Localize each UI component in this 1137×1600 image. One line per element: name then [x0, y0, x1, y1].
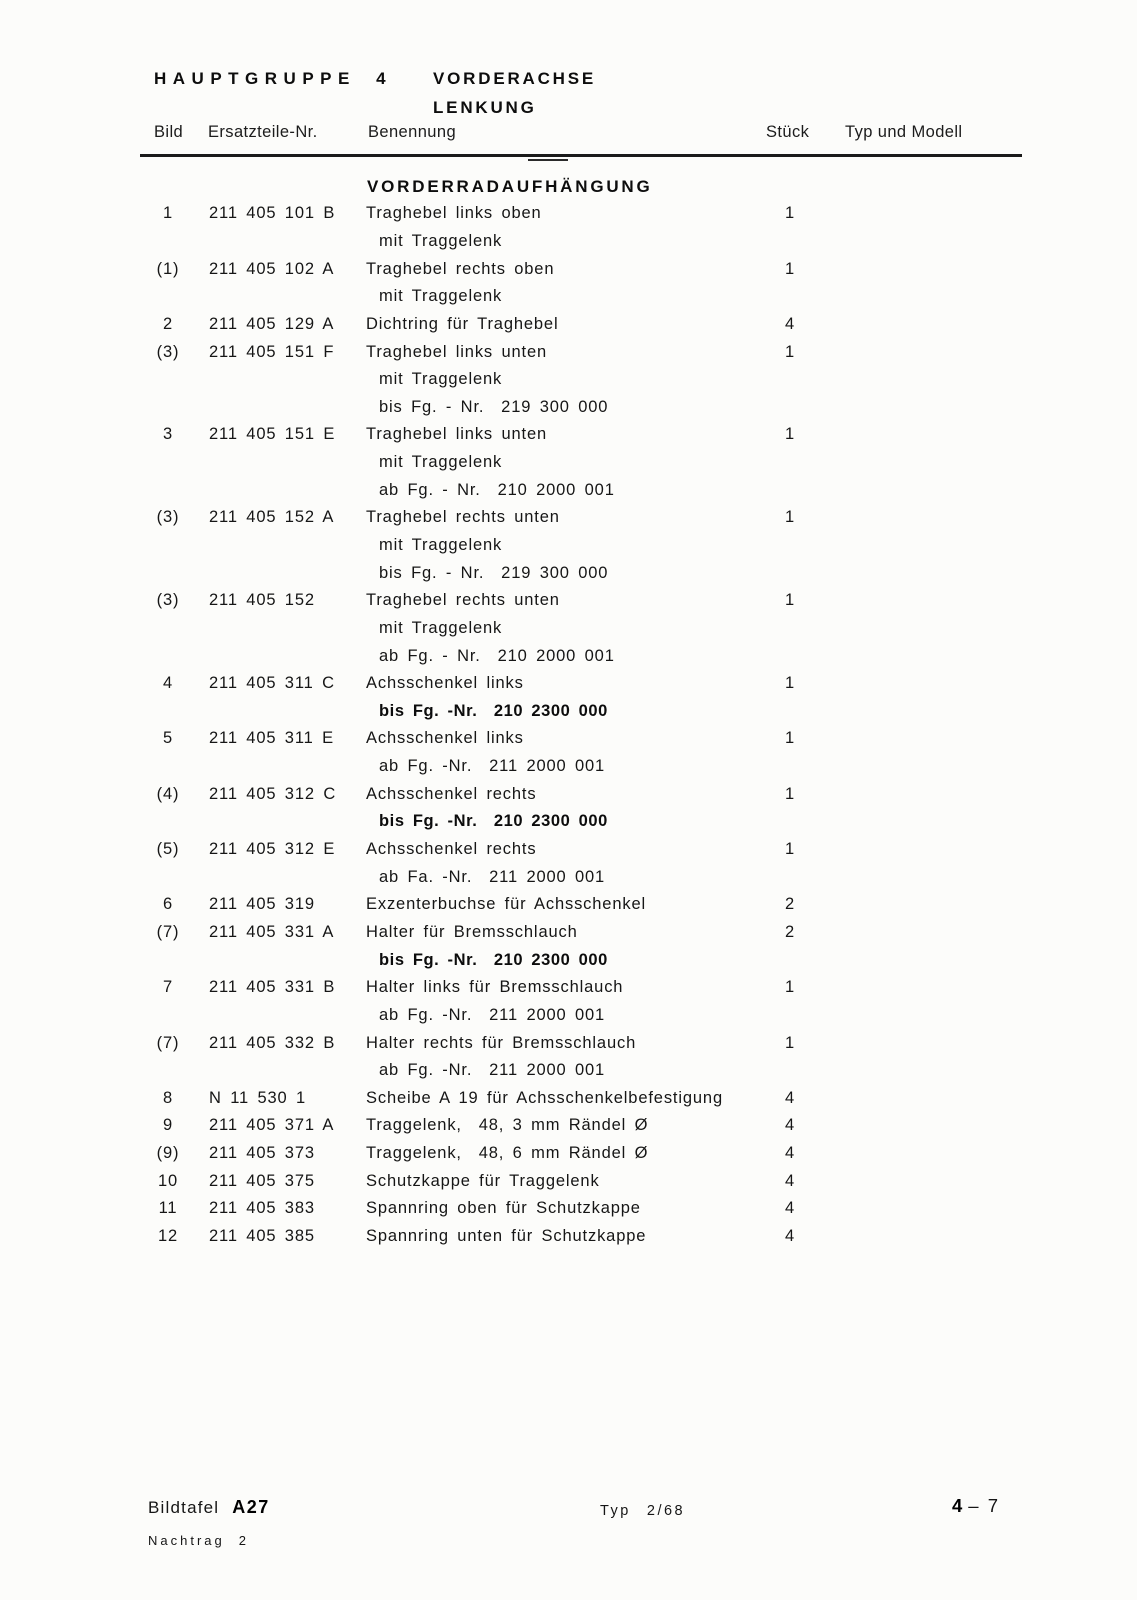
table-row — [140, 1112, 1030, 1140]
column-header-stueck: Stück — [766, 123, 810, 141]
header-rule — [140, 154, 1022, 157]
bild-cell: (4) — [156, 784, 180, 803]
benennung-cell: mit Traggelenk — [379, 618, 503, 637]
benennung-cell: Traghebel rechts unten — [366, 508, 560, 527]
benennung-cell: ab Fg. - Nr. 210 2000 001 — [379, 480, 615, 499]
benennung-cell: ab Fa. -Nr. 211 2000 001 — [379, 867, 606, 886]
benennung-cell: Traghebel links unten — [366, 342, 548, 361]
benennung-cell: ab Fg. -Nr. 211 2000 001 — [379, 1061, 606, 1080]
benennung-cell: mit Traggelenk — [379, 453, 503, 472]
part-number-cell: 211 405 102 A — [209, 259, 335, 278]
footer-typ — [600, 1503, 685, 1519]
table-row-continuation — [140, 393, 1030, 421]
part-number-cell: 211 405 312 E — [209, 840, 336, 859]
benennung-cell: Achsschenkel links — [366, 674, 524, 693]
bild-cell: 9 — [162, 1116, 174, 1135]
nachtrag-value: 2 — [238, 1533, 249, 1548]
benennung-cell: Halter für Bremsschlauch — [366, 922, 578, 941]
stueck-cell: 1 — [784, 591, 796, 610]
stueck-cell: 1 — [784, 1033, 796, 1052]
bild-cell: 10 — [157, 1171, 179, 1190]
table-row — [140, 338, 1030, 366]
table-row-continuation — [140, 642, 1030, 670]
stueck-cell: 1 — [784, 204, 796, 223]
part-number-cell: 211 405 375 — [209, 1171, 315, 1190]
table-row — [140, 974, 1030, 1002]
typ-label: Typ — [600, 1503, 631, 1519]
benennung-cell: Achsschenkel links — [366, 729, 524, 748]
page-title-line1: VORDERACHSE — [433, 69, 597, 88]
stueck-cell: 1 — [784, 508, 796, 527]
bild-cell: (3) — [156, 591, 180, 610]
benennung-cell: ab Fg. - Nr. 210 2000 001 — [379, 646, 615, 665]
bild-cell: 5 — [162, 729, 174, 748]
benennung-cell: mit Traggelenk — [379, 287, 503, 306]
table-row-continuation — [140, 1002, 1030, 1030]
bild-cell: 4 — [162, 674, 174, 693]
stueck-cell: 4 — [784, 1227, 796, 1246]
benennung-cell: Halter links für Bremsschlauch — [366, 978, 624, 997]
stueck-cell: 4 — [784, 1199, 796, 1218]
table-row-continuation — [140, 532, 1030, 560]
page-number-chapter: 4 — [952, 1495, 965, 1516]
table-row — [140, 1223, 1030, 1251]
part-number-cell: 211 405 311 E — [209, 729, 334, 748]
table-row — [140, 1029, 1030, 1057]
benennung-cell: Achsschenkel rechts — [366, 784, 537, 803]
bild-cell: (9) — [156, 1144, 180, 1163]
bild-cell: (3) — [156, 508, 180, 527]
stueck-cell: 4 — [784, 1088, 796, 1107]
stueck-cell: 4 — [784, 1116, 796, 1135]
benennung-cell: Traggelenk, 48, 3 mm Rändel Ø — [366, 1116, 649, 1135]
benennung-cell: mit Traggelenk — [379, 370, 503, 389]
table-row — [140, 311, 1030, 339]
typ-value: 2/68 — [646, 1503, 686, 1519]
bild-cell: (5) — [156, 840, 180, 859]
stueck-cell: 4 — [784, 1171, 796, 1190]
column-header-typ-und-modell: Typ und Modell — [845, 123, 963, 141]
stueck-cell: 1 — [784, 840, 796, 859]
table-row — [140, 836, 1030, 864]
stueck-cell: 1 — [784, 729, 796, 748]
part-number-cell: 211 405 319 — [209, 895, 315, 914]
bild-cell: (7) — [156, 922, 180, 941]
table-row-continuation — [140, 476, 1030, 504]
table-row — [140, 891, 1030, 919]
column-header-bild: Bild — [154, 123, 184, 141]
column-header-benennung: Benennung — [368, 123, 457, 141]
table-row — [140, 1167, 1030, 1195]
part-number-cell: 211 405 371 A — [209, 1116, 335, 1135]
group-heading: HAUPTGRUPPE 4 — [154, 69, 393, 88]
table-row-continuation — [140, 1057, 1030, 1085]
table-row — [140, 255, 1030, 283]
table-row — [140, 421, 1030, 449]
bild-cell: (7) — [156, 1033, 180, 1052]
benennung-cell: ab Fg. -Nr. 211 2000 001 — [379, 1005, 606, 1024]
part-number-cell: 211 405 331 A — [209, 922, 335, 941]
bildtafel-label: Bildtafel — [148, 1498, 220, 1517]
benennung-cell: Dichtring für Traghebel — [366, 314, 559, 333]
benennung-cell: bis Fg. - Nr. 219 300 000 — [379, 563, 609, 582]
benennung-cell: Traggelenk, 48, 6 mm Rändel Ø — [366, 1144, 649, 1163]
bild-cell: 2 — [162, 314, 174, 333]
table-row — [140, 1140, 1030, 1168]
table-row-continuation — [140, 946, 1030, 974]
table-row — [140, 670, 1030, 698]
nachtrag-label: Nachtrag — [148, 1533, 225, 1548]
footer-bildtafel — [148, 1497, 270, 1518]
part-number-cell: 211 405 152 — [209, 591, 315, 610]
part-number-cell: 211 405 101 B — [209, 204, 336, 223]
stueck-cell: 1 — [784, 342, 796, 361]
table-row — [140, 919, 1030, 947]
benennung-cell: mit Traggelenk — [379, 536, 503, 554]
part-number-cell: 211 405 332 B — [209, 1033, 336, 1052]
page-number-suffix: – 7 — [968, 1495, 1001, 1516]
footer-page-number — [952, 1495, 1000, 1517]
table-row — [140, 504, 1030, 532]
bild-cell: 11 — [158, 1199, 178, 1218]
part-number-cell: N 11 530 1 — [209, 1088, 307, 1107]
stueck-cell: 4 — [784, 1144, 796, 1163]
table-row-continuation — [140, 228, 1030, 256]
benennung-cell: bis Fg. - Nr. 219 300 000 — [379, 397, 609, 416]
bild-cell: 8 — [162, 1088, 174, 1107]
table-row — [140, 725, 1030, 753]
stueck-cell: 1 — [784, 978, 796, 997]
page-title-line2: LENKUNG — [433, 98, 537, 117]
benennung-cell: Achsschenkel rechts — [366, 840, 537, 859]
stueck-cell: 4 — [784, 314, 796, 333]
section-title: VORDERRADAUFHÄNGUNG — [367, 177, 653, 196]
benennung-cell: Traghebel rechts unten — [366, 591, 560, 610]
part-number-cell: 211 405 152 A — [209, 508, 335, 527]
benennung-cell: Exzenterbuchse für Achsschenkel — [366, 895, 646, 914]
stueck-cell: 1 — [784, 425, 796, 444]
header-rule-scan-artifact — [528, 159, 568, 161]
benennung-cell: bis Fg. -Nr. 210 2300 000 — [379, 812, 608, 831]
benennung-cell: Spannring oben für Schutzkappe — [366, 1199, 641, 1218]
part-number-cell: 211 405 373 — [209, 1144, 315, 1163]
part-number-cell: 211 405 331 B — [209, 978, 336, 997]
table-row-continuation — [140, 559, 1030, 587]
table-row — [140, 1085, 1030, 1113]
stueck-cell: 1 — [784, 784, 796, 803]
benennung-cell: Schutzkappe für Traggelenk — [366, 1171, 600, 1190]
table-row-continuation — [140, 283, 1030, 311]
part-number-cell: 211 405 383 — [209, 1199, 315, 1218]
table-row-continuation — [140, 449, 1030, 477]
table-row-continuation — [140, 863, 1030, 891]
table-row-continuation — [140, 698, 1030, 726]
part-number-cell: 211 405 129 A — [209, 314, 335, 333]
column-header-ersatzteile-nr: Ersatzteile-Nr. — [208, 123, 318, 141]
benennung-cell: Spannring unten für Schutzkappe — [366, 1227, 647, 1246]
benennung-cell: bis Fg. -Nr. 210 2300 000 — [379, 950, 608, 969]
benennung-cell: Traghebel rechts oben — [366, 259, 555, 278]
bild-cell: 6 — [162, 895, 174, 914]
table-row-continuation — [140, 753, 1030, 781]
bild-cell: 7 — [162, 978, 174, 997]
benennung-cell: Traghebel links unten — [366, 425, 548, 444]
bild-cell: 3 — [162, 425, 174, 444]
bildtafel-value: A27 — [232, 1497, 270, 1517]
bild-cell: 1 — [162, 204, 174, 223]
stueck-cell: 2 — [784, 922, 796, 941]
bild-cell: (1) — [156, 259, 180, 278]
footer-nachtrag — [148, 1533, 249, 1548]
stueck-cell: 1 — [784, 259, 796, 278]
table-row — [140, 587, 1030, 615]
part-number-cell: 211 405 385 — [209, 1227, 315, 1246]
part-number-cell: 211 405 151 F — [209, 342, 335, 361]
part-number-cell: 211 405 151 E — [209, 425, 336, 444]
benennung-cell: ab Fg. -Nr. 211 2000 001 — [379, 757, 606, 776]
benennung-cell: Halter rechts für Bremsschlauch — [366, 1033, 637, 1052]
bild-cell: 12 — [157, 1227, 179, 1246]
benennung-cell: bis Fg. -Nr. 210 2300 000 — [379, 701, 608, 720]
table-row-continuation — [140, 808, 1030, 836]
part-number-cell: 211 405 312 C — [209, 784, 337, 803]
stueck-cell: 1 — [784, 674, 796, 693]
bild-cell: (3) — [156, 342, 180, 361]
part-number-cell: 211 405 311 C — [209, 674, 335, 693]
parts-table — [140, 200, 1030, 1250]
benennung-cell: mit Traggelenk — [379, 231, 503, 250]
table-row-continuation — [140, 366, 1030, 394]
table-row — [140, 200, 1030, 228]
table-row-continuation — [140, 615, 1030, 643]
benennung-cell: Traghebel links oben — [366, 204, 542, 223]
table-row — [140, 1195, 1030, 1223]
table-row — [140, 780, 1030, 808]
benennung-cell: Scheibe A 19 für Achsschenkelbefestigung — [366, 1088, 723, 1107]
stueck-cell: 2 — [784, 895, 796, 914]
